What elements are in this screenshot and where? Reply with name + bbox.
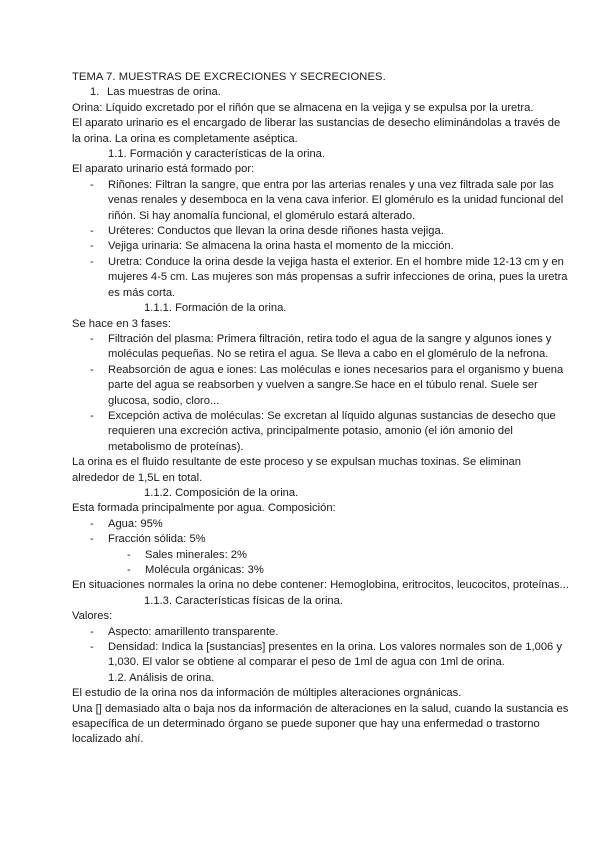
list-item-text: Uréteres: Conductos que llevan la orina desde riñones hasta vejiga. [108, 225, 444, 238]
bullet-dash: - [90, 409, 94, 422]
paragraph-fases: Se hace en 3 fases: [72, 317, 171, 330]
list-subitem-molecula [72, 563, 570, 578]
list-item-text: Fracción sólida: 5% [108, 533, 206, 546]
list-item-vejiga [72, 239, 570, 254]
bullet-dash: - [90, 255, 94, 268]
paragraph-estudio: El estudio de la orina nos da información de múltiples alteraciones orgnánicas. [72, 687, 462, 700]
list-subitem-sales [72, 548, 570, 563]
list-item-fraccion-solida [72, 532, 570, 547]
list-item-text: Uretra: Conduce la orina desde la vejiga hasta el exterior. En el hombre mide 12-13 cm y en mujeres 4-5 cm. Las mujeres son más propensas a sufrir infecciones de orina, pues la uretra es más corta. [108, 255, 568, 299]
paragraph-situaciones: En situaciones normales la orina no debe contener: Hemoglobina, eritrocitos, leucocitos, proteínas... [72, 579, 569, 592]
heading-1-text: Las muestras de orina. [107, 86, 221, 99]
list-item-reabsorcion [72, 363, 570, 409]
bullet-dash: - [90, 625, 94, 638]
bullet-dash: - [127, 548, 131, 561]
bullet-dash: - [90, 641, 94, 654]
list-item-filtracion [72, 332, 570, 363]
list-item-rinones [72, 178, 570, 224]
bullet-dash: - [90, 240, 94, 253]
list-item-aspecto [72, 625, 570, 640]
list-item-text: Filtración del plasma: Primera filtración, retira todo el agua de la sangre y algunos iones y moléculas pequeñas. No se retira el agua. Se lleva a cabo en el glomérulo de la nefrona. [108, 332, 552, 361]
list-item-text: Agua: 95% [108, 517, 163, 530]
bullet-dash: - [90, 517, 94, 530]
heading-1-2: 1.2. Análisis de orina. [108, 671, 215, 684]
paragraph-aparato-urinario: El aparato urinario es el encargado de liberar las sustancias de desecho eliminándolas a través de la orina. La orina es completamente aséptica. [72, 117, 561, 145]
list-item-agua [72, 517, 570, 532]
list-item-excepcion [72, 409, 570, 455]
heading-1-1-1: 1.1.1. Formación de la orina. [144, 302, 287, 315]
heading-1-1-3: 1.1.3. Características físicas de la orina. [144, 594, 343, 607]
list-item-text: Excepción activa de moléculas: Se excretan al líquido algunas sustancias de desecho que requieren una excreción activa, principalmente potasio, amonio (el ión amonio del metabolismo de proteínas). [108, 409, 556, 453]
document-title: TEMA 7. MUESTRAS DE EXCRECIONES Y SECRECIONES. [72, 71, 386, 83]
paragraph-valores: Valores: [72, 610, 113, 623]
paragraph-fluido: La orina es el fluido resultante de este proceso y se expulsan muchas toxinas. Se eliminan alrededor de 1,5L en total. [72, 456, 522, 484]
paragraph-formado-por: El aparato urinario está formado por: [72, 163, 255, 176]
list-item-text: Vejiga urinaria: Se almacena la orina hasta el momento de la micción. [108, 240, 454, 253]
paragraph-final: Una [] demasiado alta o baja nos da información de alteraciones en la salud, cuando la sustancia es esapecífica de un determinado órgano se puede suponer que hay una enfermedad o trastorno localizado ahí. [72, 702, 569, 746]
list-item-text: Densidad: Indica la [sustancias] presentes en la orina. Los valores normales son de 1,006 y 1,030. El valor se obtiene al comparar el peso de 1ml de agua con 1ml de orina. [108, 641, 562, 669]
heading-1-1-2: 1.1.2. Composición de la orina. [144, 486, 299, 499]
bullet-dash: - [90, 533, 94, 546]
bullet-dash: - [90, 363, 94, 376]
bullet-dash: - [127, 564, 131, 576]
bullet-dash: - [90, 225, 94, 238]
bullet-dash: - [90, 332, 94, 345]
paragraph-orina-definition: Orina: Líquido excretado por el riñón que se almacena en la vejiga y se expulsa por la uretra. [72, 101, 534, 114]
paragraph-composicion: Esta formada principalmente por agua. Composición: [72, 502, 336, 515]
list-item-densidad [72, 640, 570, 671]
list-item-text: Sales minerales: 2% [145, 548, 247, 561]
list-item-text: Molécula orgánicas: 3% [145, 564, 264, 576]
list-item-ureteres [72, 224, 570, 239]
bullet-dash: - [90, 178, 94, 191]
list-item-text: Aspecto: amarillento transparente. [108, 625, 279, 638]
heading-1-1: 1.1. Formación y características de la orina. [108, 148, 326, 161]
list-item-text: Reabsorción de agua e iones: Las moléculas e iones necesarios para el organismo y buena parte del agua se reabsorben y vuelven a sangre.Se hace en el túbulo renal. Suele ser glucosa, sodio, cloro... [108, 363, 564, 407]
list-item-text: Riñones: Filtran la sangre, que entra por las arterias renales y una vez filtrada sale por las venas renales y desemboca en la vena cava inferior. El glomérulo es la unidad funcional del riñón. Si hay anomalía funcional, el glomérulo estará alterado. [108, 178, 564, 222]
heading-1-number: 1. [90, 86, 100, 99]
list-item-uretra [72, 255, 570, 301]
heading-1 [72, 85, 570, 100]
